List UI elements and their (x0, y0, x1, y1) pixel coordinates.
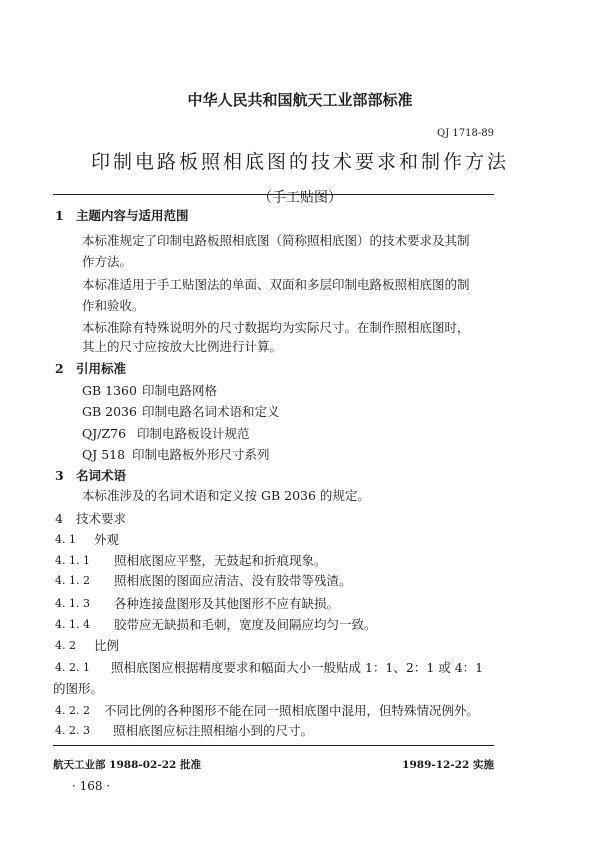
section-heading: 主题内容与适用范围 (76, 208, 189, 223)
standard-code: QJ 1718-89 (437, 128, 494, 139)
clause-text: 不同比例的各种图形不能在同一照相底图中混用，但特殊情况例外。 (104, 703, 480, 718)
clause-number: 4. 1 (55, 533, 76, 546)
clause-number: 4. 2. 2 (55, 704, 90, 717)
clause-number: 4. 2. 1 (55, 661, 90, 674)
ref-title: 印制电路板设计规范 (137, 426, 250, 441)
ref-code: QJ 518 (82, 447, 126, 462)
clause-text: 各种连接盘图形及其他图形不应有缺损。 (114, 596, 340, 611)
clause-number: 4. 2. 3 (55, 724, 90, 737)
ref-title: 印制电路板外形尺寸系列 (132, 447, 270, 462)
section-number: 3 (55, 468, 64, 483)
approval-info: 航天工业部 1988-02-22 批准 (53, 759, 201, 771)
paragraph-line: 其上的尺寸应按放大比例进行计算。 (82, 339, 283, 354)
effective-date: 1989-12-22 实施 (402, 759, 494, 771)
clause-text: 照相底图应标注照相缩小到的尺寸。 (113, 723, 314, 738)
ref-code: QJ/Z76 (82, 426, 127, 441)
footer-rule (53, 745, 494, 746)
header-rule (53, 194, 494, 195)
clause-text: 外观 (94, 532, 120, 547)
clause-text: 比例 (94, 638, 120, 653)
clause-text: 照相底图应根据精度要求和幅面大小一般贴成 1：1、2：1 或 4：1 (111, 660, 484, 675)
clause-number: 4. 2 (55, 639, 76, 652)
document-title: 印制电路板照相底图的技术要求和制作方法 (90, 151, 509, 173)
section-heading: 名词术语 (76, 468, 127, 483)
section-number: 2 (55, 361, 64, 376)
section-number: 1 (55, 208, 64, 223)
ref-title: 印制电路网格 (142, 383, 218, 398)
clause-text: 照相底图应平整，无鼓起和折痕现象。 (114, 553, 327, 568)
section-number: 4 (55, 511, 63, 526)
ref-code: GB 2036 (82, 404, 137, 419)
clause-text: 胶带应无缺损和毛刺，宽度及间隔应均匀一致。 (114, 617, 377, 632)
ref-title: 印制电路名词术语和定义 (142, 404, 280, 419)
ref-code: GB 1360 (82, 383, 137, 398)
clause-text: 的图形。 (53, 681, 104, 696)
clause-number: 4. 1. 4 (55, 618, 90, 631)
page-number: · 168 · (72, 779, 111, 793)
document-subtitle: （手工贴图） (258, 190, 342, 206)
section-heading: 引用标准 (76, 361, 127, 376)
paragraph-line: 本标准除有特殊说明外的尺寸数据均为实际尺寸。在制作照相底图时， (82, 320, 470, 335)
paragraph-line: 本标准规定了印制电路板照相底图（简称照相底图）的技术要求及其制 (82, 233, 470, 248)
clause-number: 4. 1. 2 (55, 574, 90, 587)
paragraph-line: 本标准适用于手工贴图法的单面、双面和多层印制电路板照相底图的制 (82, 277, 470, 292)
section-heading: 技术要求 (76, 511, 127, 526)
paragraph-line: 作和验收。 (82, 298, 145, 313)
clause-number: 4. 1. 3 (55, 597, 90, 610)
issuing-authority: 中华人民共和国航天工业部部标准 (187, 91, 413, 109)
clause-number: 4. 1. 1 (55, 554, 90, 567)
paragraph-line: 本标准涉及的名词术语和定义按 GB 2036 的规定。 (82, 488, 370, 503)
clause-text: 照相底图的图面应清洁、没有胶带等残渣。 (114, 573, 352, 588)
paragraph-line: 作方法。 (82, 254, 133, 269)
